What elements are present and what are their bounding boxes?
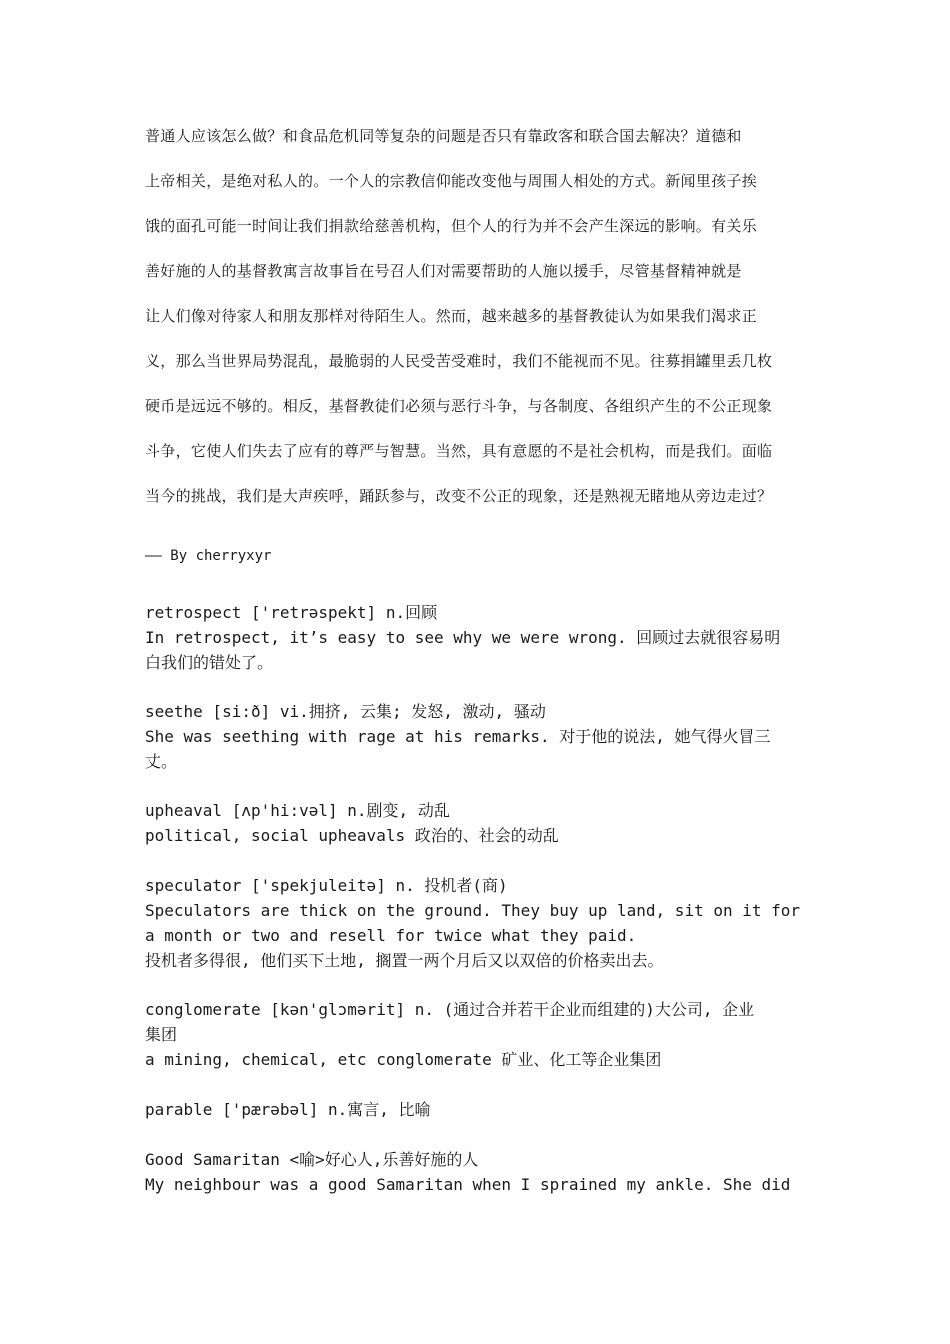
vocab-example: Speculators are thick on the ground. They buy up land, sit on it for: [145, 901, 801, 920]
author-byline: —— By cherryxyr: [145, 548, 272, 564]
paragraph-line: 当今的挑战，我们是大声疾呼，踊跃参与，改变不公正的现象，还是熟视无睹地从旁边走过？: [145, 487, 773, 505]
vocab-example: She was seething with rage at his remarks. 对于他的说法, 她气得火冒三: [145, 727, 771, 746]
paragraph-line: 斗争，它使人们失去了应有的尊严与智慧。当然，具有意愿的不是社会机构，而是我们。面临: [145, 442, 773, 460]
vocab-entry-seethe: [145, 699, 810, 774]
paragraph-line: 上帝相关，是绝对私人的。一个人的宗教信仰能改变他与周围人相处的方式。新闻里孩子挨: [145, 172, 758, 190]
vocab-example: 白我们的错处了。: [145, 653, 274, 672]
vocab-entry-good-samaritan: [145, 1147, 810, 1197]
vocab-headword: conglomerate [kən'glɔmərit] n. (通过合并若干企业而组建的)大公司, 企业: [145, 1000, 755, 1019]
paragraph-line: 普通人应该怎么做？和食品危机同等复杂的问题是否只有靠政客和联合国去解决？道德和: [145, 127, 742, 145]
paragraph-line: 善好施的人的基督教寓言故事旨在号召人们对需要帮助的人施以援手，尽管基督精神就是: [145, 262, 742, 280]
paragraph-line: 让人们像对待家人和朋友那样对待陌生人。然而，越来越多的基督教徒认为如果我们渴求正: [145, 307, 758, 325]
vocab-example: a mining, chemical, etc conglomerate 矿业、化工等企业集团: [145, 1050, 662, 1069]
vocab-example: 丈。: [145, 752, 178, 771]
vocab-headword: 集团: [145, 1025, 178, 1044]
vocab-headword: speculator ['spekjuleitə] n. 投机者(商): [145, 876, 508, 895]
vocab-headword: parable ['pærəbəl] n.寓言, 比喻: [145, 1100, 431, 1119]
vocab-entry-retrospect: [145, 600, 810, 675]
paragraph-line: 饿的面孔可能一时间让我们捐款给慈善机构，但个人的行为并不会产生深远的影响。有关乐: [145, 217, 758, 235]
vocab-entry-parable: [145, 1097, 810, 1122]
vocab-headword: Good Samaritan <喻>好心人,乐善好施的人: [145, 1150, 479, 1169]
vocab-headword: seethe [si:ð] vi.拥挤, 云集; 发怒, 激动, 骚动: [145, 702, 546, 721]
paragraph-line: 义，那么当世界局势混乱，最脆弱的人民受苦受难时，我们不能视而不见。往募捐罐里丢几枚: [145, 352, 773, 370]
vocab-entry-speculator: [145, 873, 810, 973]
vocab-example: a month or two and resell for twice what they paid.: [145, 926, 637, 945]
vocab-example: political, social upheavals 政治的、社会的动乱: [145, 826, 559, 845]
vocab-headword: upheaval [ʌp'hi:vəl] n.剧变, 动乱: [145, 801, 450, 820]
vocab-example: My neighbour was a good Samaritan when I sprained my ankle. She did: [145, 1175, 791, 1194]
vocab-headword: retrospect ['retrəspekt] n.回顾: [145, 603, 438, 622]
vocab-entry-conglomerate: [145, 997, 810, 1072]
vocab-example: 投机者多得很, 他们买下土地, 搁置一两个月后又以双倍的价格卖出去。: [145, 951, 664, 970]
vocab-entry-upheaval: [145, 798, 810, 848]
vocab-example: In retrospect, it’s easy to see why we were wrong. 回顾过去就很容易明: [145, 628, 781, 647]
paragraph-line: 硬币是远远不够的。相反，基督教徒们必须与恶行斗争，与各制度、各组织产生的不公正现象: [145, 397, 773, 415]
